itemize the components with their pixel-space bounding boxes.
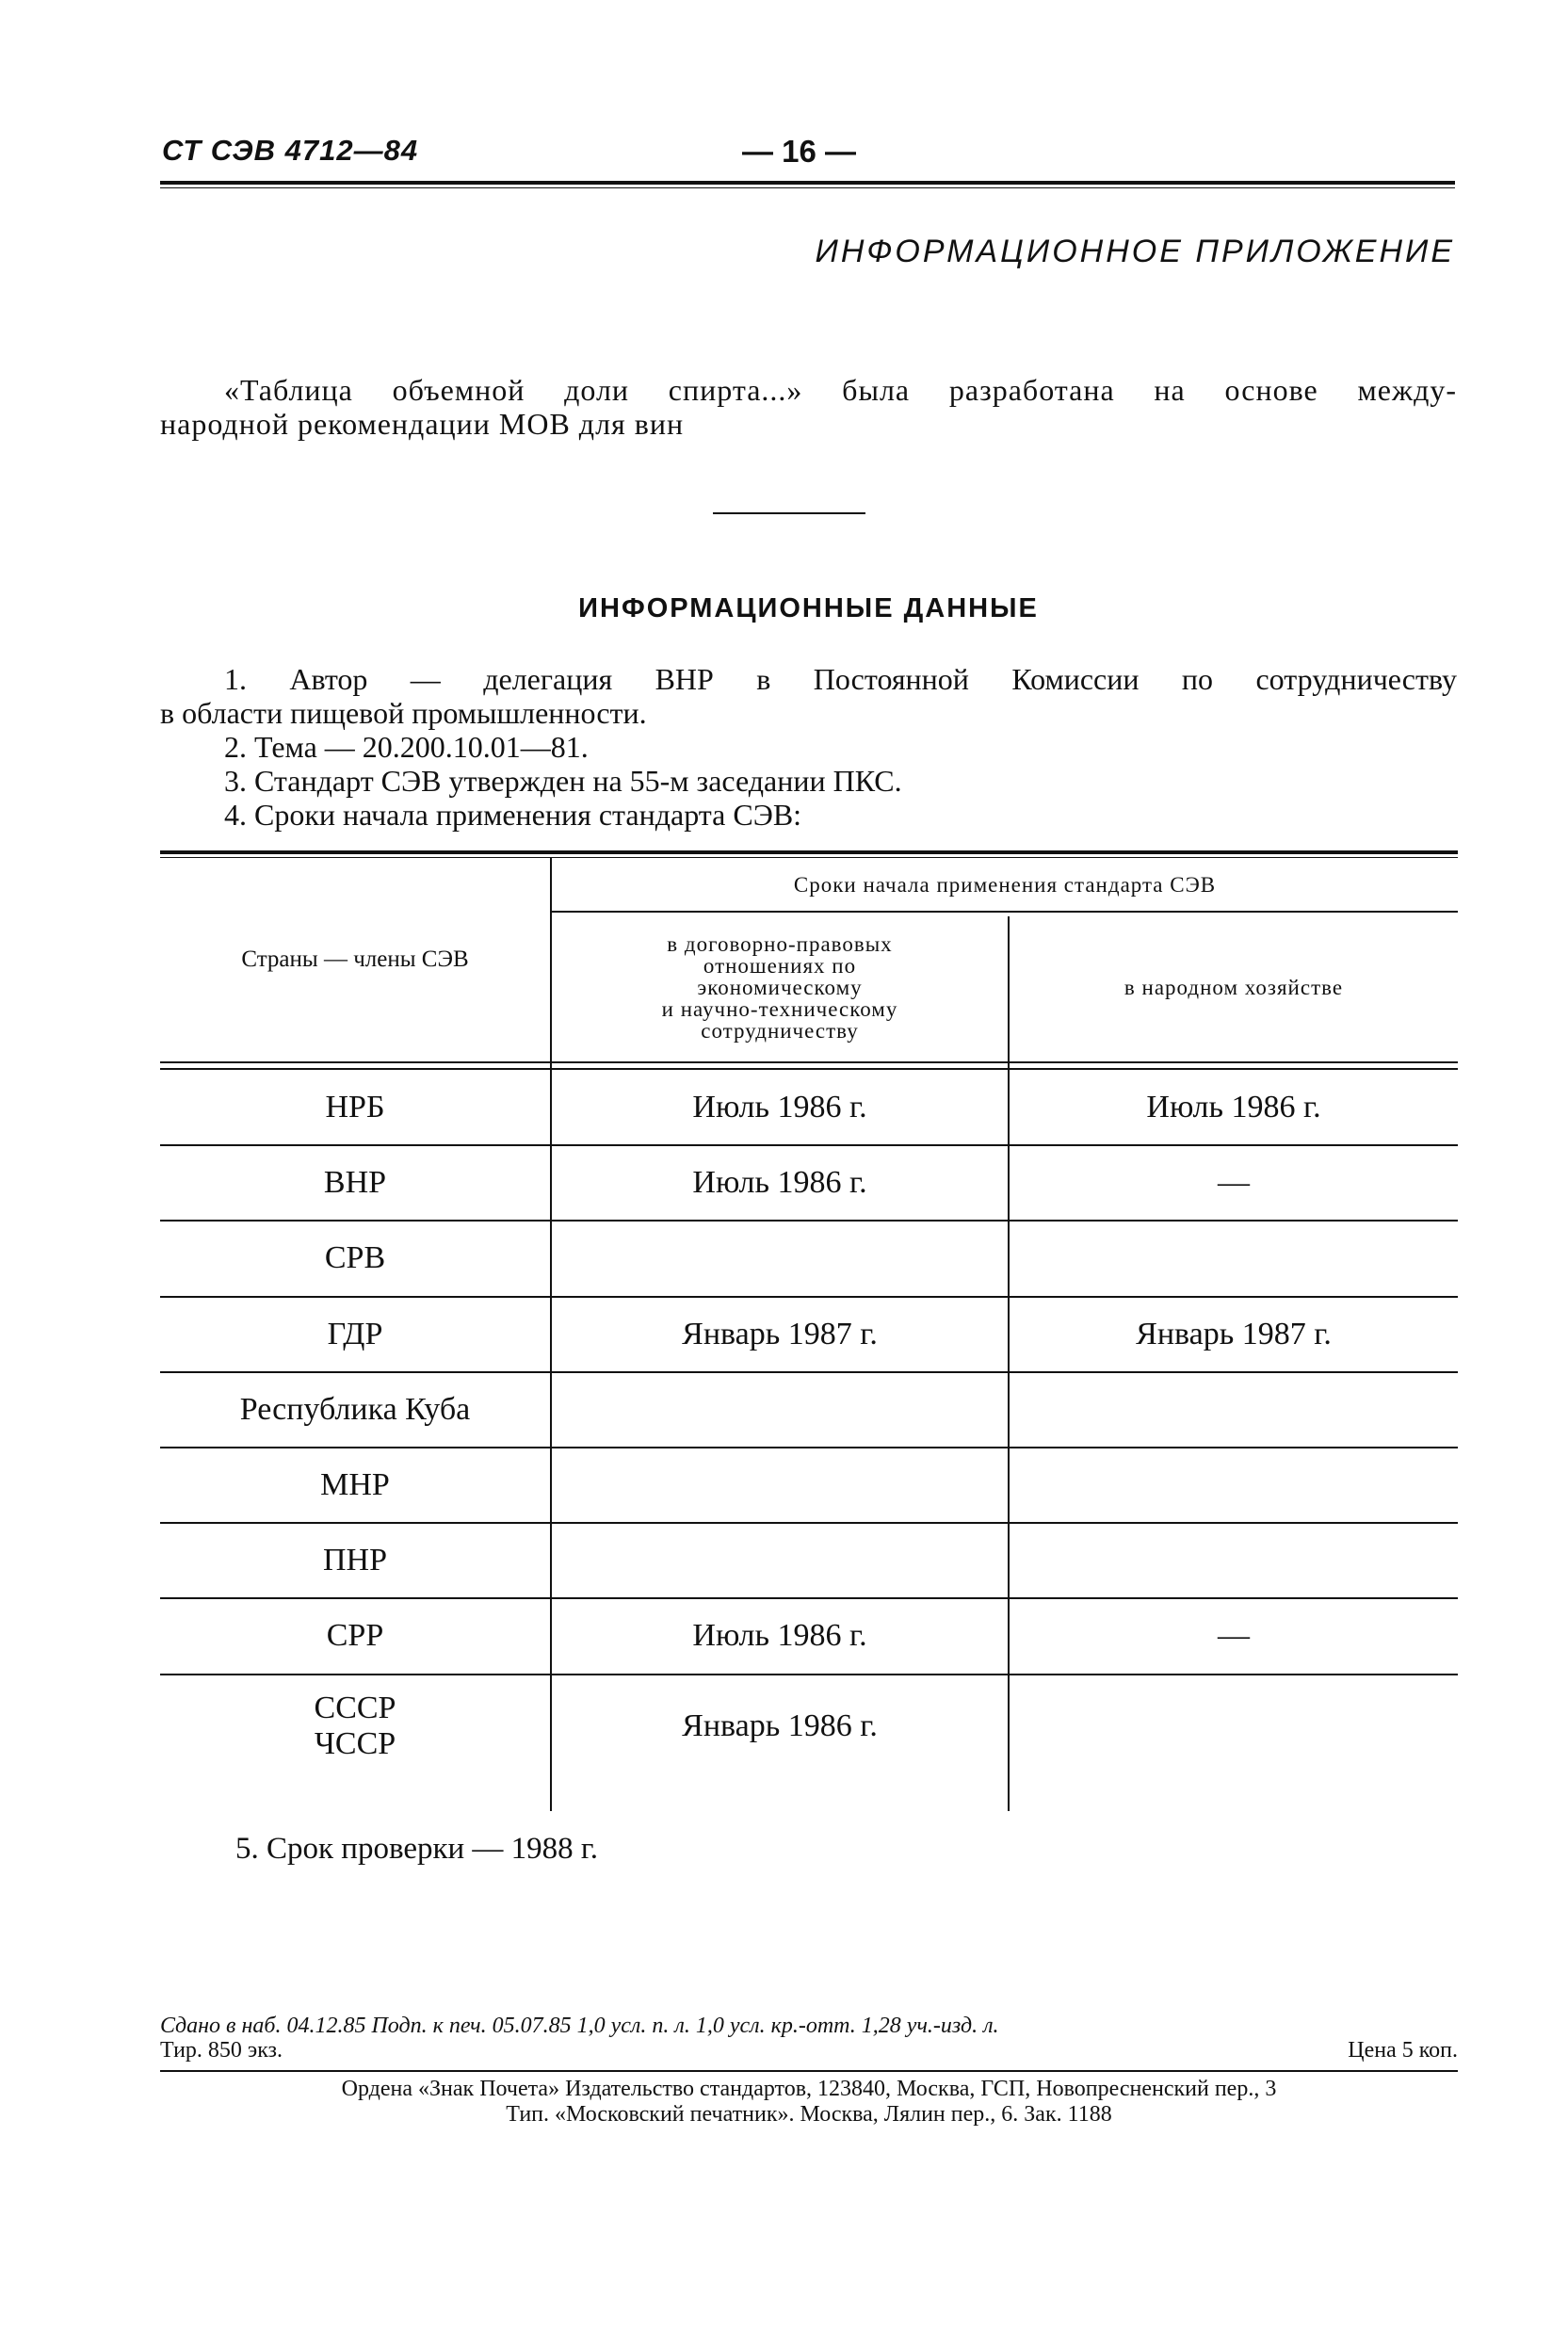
contract-cell: Июль 1986 г.: [692, 1618, 867, 1654]
imprint: [160, 2014, 1458, 2063]
contract-cell: [552, 1372, 1008, 1448]
country-cell: СРВ: [324, 1240, 386, 1276]
country-cell: Республика Куба: [239, 1391, 471, 1427]
country-cell: ВНР: [323, 1165, 387, 1201]
imprint-text: Сдано в наб. 04.12.85 Подп. к печ. 05.07.85 1,0 усл. п. л. 1,0 усл. кр.-отт. 1,28 уч.-изд. л.: [160, 2014, 999, 2038]
contract-cell: [552, 1523, 1008, 1598]
info-item-5: 5. Срок проверки — 1988 г.: [235, 1832, 598, 1866]
imprint-rule: [160, 2070, 1458, 2072]
price: Цена 5 коп.: [1348, 2038, 1458, 2063]
economy-cell: —: [1218, 1165, 1250, 1201]
economy-cell: Июль 1986 г.: [1146, 1090, 1321, 1125]
header-rule: [160, 181, 1455, 185]
economy-cell: —: [1218, 1618, 1250, 1654]
contract-cell: Январь 1987 г.: [682, 1316, 878, 1351]
section-divider: [713, 512, 865, 514]
header-contract-line: сотрудничеству: [701, 1018, 859, 1043]
info-item-3: 3. Стандарт СЭВ утвержден на 55-м заседании ПКС.: [224, 764, 902, 798]
info-section-title: ИНФОРМАЦИОННЫЕ ДАННЫЕ: [578, 593, 1039, 623]
intro-line-1: «Таблица объемной доли спирта...» была разработана на основе между-: [224, 373, 1457, 407]
economy-cell: [1010, 1448, 1458, 1523]
contract-cell: Январь 1986 г.: [682, 1708, 878, 1743]
info-item-1-line-2: в области пищевой промышленности.: [160, 696, 647, 730]
implementation-table: [160, 850, 1458, 1816]
contract-cell: Июль 1986 г.: [692, 1165, 867, 1201]
country-cell: НРБ: [325, 1090, 385, 1125]
header-bottom-rule: [160, 1061, 1458, 1063]
info-item-1-line-1: 1. Автор — делегация ВНР в Постоянной Комиссии по сотрудничеству: [224, 662, 1457, 696]
country-cell: МНР: [320, 1467, 390, 1503]
info-list: [160, 662, 1457, 832]
header-rule-thin: [160, 187, 1455, 188]
publisher-line-1: Ордена «Знак Почета» Издательство стандартов, 123840, Москва, ГСП, Новопресненский пер., 3: [341, 2077, 1277, 2101]
imprint-line-2: [160, 2038, 1458, 2063]
standard-code: СТ СЭВ 4712—84: [162, 134, 419, 167]
last-row-countries: [160, 1675, 550, 1778]
publisher-line-2: Тип. «Московский печатник». Москва, Лялин пер., 6. Зак. 1188: [506, 2102, 1112, 2127]
intro-line-2: народной рекомендации МОВ для вин: [160, 407, 685, 441]
economy-cell: [1010, 1372, 1458, 1448]
imprint-line-1: [160, 2014, 1458, 2038]
header-contract-line: и научно-техническому: [661, 996, 898, 1021]
info-item-2: 2. Тема — 20.200.10.01—81.: [224, 730, 589, 764]
header-contract-line: в договорно-правовых: [667, 931, 893, 956]
page-number: — 16 —: [742, 134, 857, 169]
economy-cell: Январь 1987 г.: [1136, 1316, 1332, 1351]
annex-title: ИНФОРМАЦИОННОЕ ПРИЛОЖЕНИЕ: [815, 234, 1455, 269]
header-group: Сроки начала применения стандарта СЭВ: [793, 872, 1217, 897]
header-contract: [552, 913, 1008, 1061]
contract-cell: [552, 1221, 1008, 1296]
table-top-rule: [160, 850, 1458, 854]
country-cell: ГДР: [327, 1316, 383, 1351]
circulation: Тир. 850 экз.: [160, 2038, 283, 2063]
header-economy: в народном хозяйстве: [1123, 975, 1344, 999]
header-contract-line: экономическому: [697, 975, 863, 999]
economy-cell: [1010, 1675, 1458, 1778]
info-item-4: 4. Сроки начала применения стандарта СЭВ:: [224, 798, 802, 832]
country-cell: ЧССР: [314, 1726, 396, 1761]
header-countries: Страны — члены СЭВ: [241, 947, 469, 972]
economy-cell: [1010, 1523, 1458, 1598]
header-contract-line: отношениях по: [703, 953, 857, 978]
country-cell: ПНР: [322, 1543, 388, 1578]
country-cell: СССР: [314, 1691, 396, 1725]
contract-cell: Июль 1986 г.: [692, 1090, 867, 1125]
contract-cell: [552, 1448, 1008, 1523]
intro-paragraph: [160, 373, 1457, 441]
economy-cell: [1010, 1221, 1458, 1296]
publisher: [160, 2077, 1458, 2128]
country-cell: СРР: [326, 1618, 384, 1654]
